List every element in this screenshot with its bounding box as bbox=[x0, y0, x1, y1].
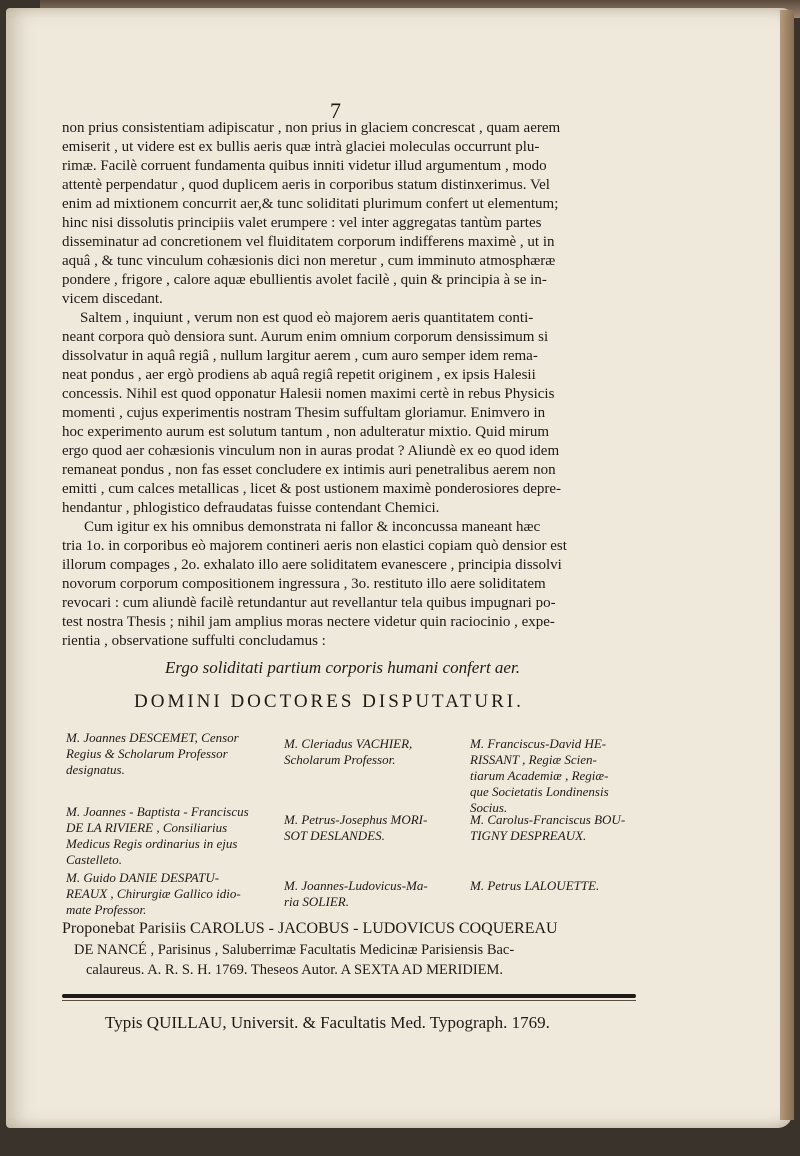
text-line: concessis. Nihil est quod opponatur Halesii nomen maximi certè in rebus Physicis bbox=[62, 386, 555, 402]
text-line: Cum igitur ex his omnibus demonstrata ni fallor & inconcussa maneant hæc bbox=[84, 519, 541, 535]
text-line: pondere , frigore , calore aquæ ebullientis avolet facilè , quin & principia à se in- bbox=[62, 272, 547, 288]
text-line: hendantur , phlogistico defraudatas fuisse contendant Chemici. bbox=[62, 500, 440, 516]
text-line: dissolvatur in aquâ regiâ , nullum largitur aerem , cum auro semper idem rema- bbox=[62, 348, 538, 364]
conclusion-line: Ergo soliditati partium corporis humani confert aer. bbox=[165, 658, 520, 677]
doctor-entry: M. Carolus-Franciscus BOU- TIGNY DESPREAUX. bbox=[470, 812, 626, 843]
text-line: emiserit , ut videre est ex bullis aeris quæ intrà glaciei moleculas occurrunt plu- bbox=[62, 139, 540, 155]
text-line: test nostra Thesis ; nihil jam amplius moras nectere videtur quin raciocinio , expe- bbox=[62, 614, 555, 630]
text-line: rimæ. Facilè corruent fundamenta quibus inniti videtur illud argumentum , modo bbox=[62, 158, 547, 174]
text-line: revocari : cum aliundè facilè retundantur aut revellantur tela quibus impugnari po- bbox=[62, 595, 556, 611]
printer-imprint: Typis QUILLAU, Universit. & Facultatis Med. Typograph. 1769. bbox=[105, 1013, 550, 1032]
text-line: momenti , cujus experimentis nostram Thesim suffultam gloriamur. Enimvero in bbox=[62, 405, 546, 421]
text-line: emitti , cum calces metallicas , licet & post ustionem maximè ponderosiores depre- bbox=[62, 481, 562, 497]
text-line: illorum compages , 2o. exhalato illo aere soliditatem evanescere , principia dissolvi bbox=[62, 557, 562, 573]
page-right-edge bbox=[780, 10, 794, 1120]
doctor-entry: M. Franciscus-David HE- RISSANT , Regiæ Scien- tiarum Academiæ , Regiæ- que Societatis Londinensis Socius. bbox=[470, 736, 609, 815]
text-line: non prius consistentiam adipiscatur , non prius in glaciem concrescat , quam aerem bbox=[62, 120, 561, 136]
doctor-entry: M. Petrus LALOUETTE. bbox=[470, 878, 600, 893]
text-line: neant corpora quò densiora sunt. Aurum enim omnium corporum densissimum si bbox=[62, 329, 549, 345]
text-line: hinc nisi dissolutis principiis valet erumpere : vel inter aggregatas tantùm partes bbox=[62, 215, 542, 231]
doctor-entry: M. Joannes - Baptista - Franciscus DE LA RIVIERE , Consiliarius Medicus Regis ordinarius in ejus Castelleto. bbox=[66, 804, 249, 867]
doctor-entry: M. Joannes DESCEMET, Censor Regius & Scholarum Professor designatus. bbox=[66, 730, 239, 777]
page-number: 7 bbox=[330, 98, 341, 123]
text-line: aquâ , & tunc vinculum cohæsionis dici non meretur , cum imminuto atmosphæræ bbox=[62, 253, 556, 269]
doctor-entry: M. Cleriadus VACHIER, Scholarum Professor. bbox=[284, 736, 413, 767]
text-line: rientia , observatione suffulti concludamus : bbox=[62, 633, 326, 649]
doctors-heading: DOMINI DOCTORES DISPUTATURI. bbox=[134, 691, 524, 712]
text-line: hoc experimento aurum est solutum tantum , non adulteratur mixtio. Quid mirum bbox=[62, 424, 549, 440]
horizontal-rule bbox=[62, 994, 636, 998]
text-line: enim ad mixtionem concurrit aer,& tunc soliditati plurimum confert ut elementum; bbox=[62, 196, 559, 212]
doctor-entry: M. Joannes-Ludovicus-Ma- ria SOLIER. bbox=[284, 878, 428, 909]
text-line: tria 1o. in corporibus eò majorem contineri aeris non elastici copiam quò densior est bbox=[62, 538, 567, 554]
text-line: ergo quod aer cohæsionis vinculum non in auras prodat ? Aliundè ex eo quod idem bbox=[62, 443, 560, 459]
text-line: Saltem , inquiunt , verum non est quod eò majorem aeris quantitatem conti- bbox=[80, 310, 534, 326]
text-line: attentè perpendatur , quod duplicem aeris in corporibus statum distinxerimus. Vel bbox=[62, 177, 550, 193]
text-line: vicem discedant. bbox=[62, 291, 163, 307]
horizontal-rule-thin bbox=[62, 1000, 636, 1001]
author-statement: Proponebat Parisiis CAROLUS - JACOBUS - LUDOVICUS COQUEREAU DE NANCÉ , Parisinus , Saluberrimæ Facultatis Medicinæ Parisiensis Bac- calaureus. A. R. S. H. 1769. Theseos Autor. A SEXTA AD MERIDIEM. bbox=[62, 920, 558, 978]
text-line: remaneat pondus , non fas esset concludere ex intimis auri penetralibus aerem non bbox=[62, 462, 556, 478]
text-line: disseminatur ad concretionem vel fluiditatem corporum indifferens maximè , ut in bbox=[62, 234, 555, 250]
doctor-entry: M. Guido DANIE DESPATU- REAUX , Chirurgiæ Gallico idio- mate Professor. bbox=[66, 870, 241, 917]
doctor-entry: M. Petrus-Josephus MORI- SOT DESLANDES. bbox=[284, 812, 428, 843]
text-line: novorum corporum compositionem ingressura , 3o. restituto illo aere soliditatem bbox=[62, 576, 546, 592]
text-line: neat pondus , aer ergò prodiens ab aquâ regiâ repetit originem , ex ipsis Halesii bbox=[62, 367, 536, 383]
